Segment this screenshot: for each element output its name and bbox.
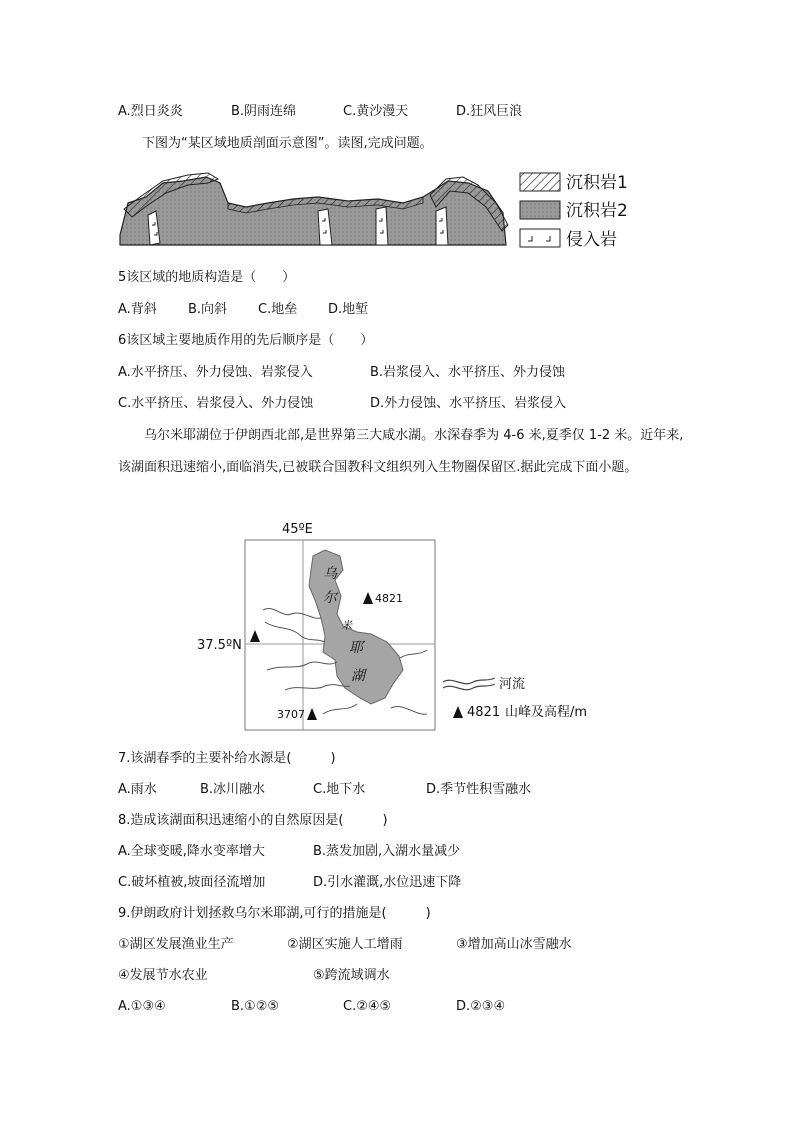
lake-char-3: 米 bbox=[341, 619, 352, 632]
q8-option-a: A.全球变暖,降水变率增大 bbox=[118, 844, 265, 859]
q5-option-d: D.地堑 bbox=[328, 302, 369, 317]
q6-option-d: D.外力侵蚀、水平挤压、岩浆侵入 bbox=[370, 396, 567, 411]
lake-char-5: 湖 bbox=[351, 668, 365, 684]
lake-char-4: 耶 bbox=[349, 640, 363, 656]
q4-option-c: C.黄沙漫天 bbox=[343, 104, 409, 119]
geologic-section-diagram bbox=[118, 163, 650, 263]
legend-peak-label: 山峰及高程/m bbox=[505, 705, 588, 720]
legend-river-label: 河流 bbox=[499, 677, 526, 692]
q9-measure-3: ③增加高山冰雪融水 bbox=[456, 937, 572, 952]
q6-stem: 6该区域主要地质作用的先后顺序是（ ） bbox=[118, 333, 374, 348]
q5-option-b: B.向斜 bbox=[188, 302, 228, 317]
q7-option-c: C.地下水 bbox=[313, 782, 366, 797]
q8-option-d: D.引水灌溉,水位迅速下降 bbox=[313, 875, 462, 890]
q9-option-c: C.②④⑤ bbox=[343, 999, 392, 1014]
q6-option-c: C.水平挤压、岩浆侵入、外力侵蚀 bbox=[118, 396, 314, 411]
legend-intrusive: 侵入岩 bbox=[566, 230, 617, 250]
q5-option-a: A.背斜 bbox=[118, 302, 157, 317]
q8-option-b: B.蒸发加剧,入湖水量减少 bbox=[313, 844, 461, 859]
lake-char-1: 乌 bbox=[323, 566, 337, 582]
q6-option-b: B.岩浆侵入、水平挤压、外力侵蚀 bbox=[370, 365, 566, 380]
q6-option-a: A.水平挤压、外力侵蚀、岩浆侵入 bbox=[118, 365, 313, 380]
q8-option-c: C.破坏植被,坡面径流增加 bbox=[118, 875, 266, 890]
intro-geologic-section: 下图为“某区域地质剖面示意图”。读图,完成问题。 bbox=[142, 136, 433, 151]
q8-stem: 8.造成该湖面积迅速缩小的自然原因是( ) bbox=[118, 813, 388, 828]
q4-option-b: B.阴雨连绵 bbox=[231, 104, 297, 119]
urmia-lake-map bbox=[195, 518, 615, 734]
q9-option-d: D.②③④ bbox=[456, 999, 506, 1014]
q4-option-d: D.狂风巨浪 bbox=[456, 104, 523, 119]
legend-peak-value: 4821 bbox=[467, 705, 501, 720]
legend-sedimentary-2: 沉积岩2 bbox=[566, 201, 628, 221]
q7-option-b: B.冰川融水 bbox=[200, 782, 266, 797]
q5-stem: 5该区域的地质构造是（ ） bbox=[118, 270, 296, 285]
map-latitude-label: 37.5ºN bbox=[197, 638, 242, 653]
q4-option-a: A.烈日炎炎 bbox=[118, 104, 183, 119]
map-longitude-label: 45ºE bbox=[282, 522, 313, 537]
q9-option-b: B.①②⑤ bbox=[231, 999, 280, 1014]
q9-option-a: A.①③④ bbox=[118, 999, 166, 1014]
peak-1-elevation: 4821 bbox=[375, 592, 403, 605]
q7-stem: 7.该湖春季的主要补给水源是( ) bbox=[118, 751, 336, 766]
q7-option-d: D.季节性积雪融水 bbox=[426, 782, 532, 797]
q9-measure-2: ②湖区实施人工增雨 bbox=[287, 937, 403, 952]
legend-sedimentary-1: 沉积岩1 bbox=[566, 173, 628, 193]
peak-2-elevation: 3707 bbox=[277, 708, 305, 721]
q9-stem: 9.伊朗政府计划拯救乌尔米耶湖,可行的措施是( ) bbox=[118, 906, 431, 921]
q9-measure-5: ⑤跨流域调水 bbox=[313, 968, 390, 983]
intro-urmia-lake: 乌尔米耶湖位于伊朗西北部,是世界第三大咸水湖。水深春季为 4-6 米,夏季仅 1-2 米。近年来,该湖面积迅速缩小,面临消失,已被联合国教科文组织列入生物圈保留区.据此完成下面小题。 bbox=[118, 428, 684, 475]
q7-option-a: A.雨水 bbox=[118, 782, 157, 797]
q9-measure-1: ①湖区发展渔业生产 bbox=[118, 937, 234, 952]
q5-option-c: C.地垒 bbox=[258, 302, 298, 317]
q9-measure-4: ④发展节水农业 bbox=[118, 968, 208, 983]
lake-char-2: 尔 bbox=[323, 590, 337, 606]
